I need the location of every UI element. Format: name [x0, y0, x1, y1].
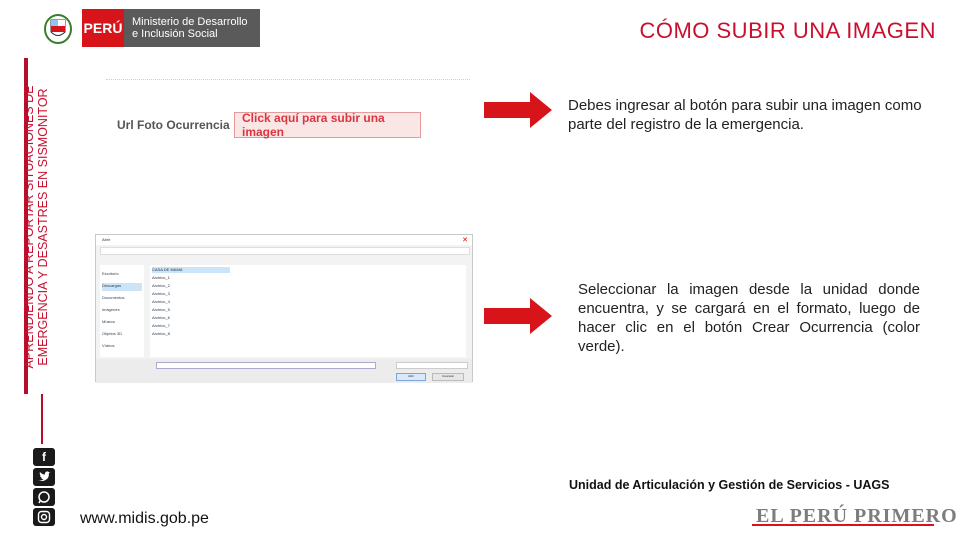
nav-item[interactable]: Vídeos — [102, 343, 115, 348]
nav-item[interactable]: Objetos 3D — [102, 331, 123, 336]
open-button-label: Abrir — [407, 374, 415, 378]
side-caption — [22, 62, 74, 392]
dialog-title: Abrir — [102, 237, 111, 242]
close-icon[interactable]: ✕ — [462, 237, 468, 244]
whatsapp-icon[interactable] — [33, 488, 55, 506]
file-item[interactable]: Archivo_8 — [152, 331, 170, 336]
arrow-right-icon — [484, 298, 552, 334]
nav-item[interactable]: Descargas — [102, 283, 142, 291]
unit-name: Unidad de Articulación y Gestión de Servicios - UAGS — [569, 478, 890, 492]
page-title: CÓMO SUBIR UNA IMAGEN — [639, 18, 936, 43]
instagram-icon[interactable] — [33, 508, 55, 526]
nav-item[interactable]: Escritorio — [102, 271, 119, 276]
filetype-select[interactable] — [396, 362, 468, 369]
file-item[interactable]: Archivo_6 — [152, 315, 170, 320]
file-item[interactable]: Archivo_3 — [152, 291, 170, 296]
side-caption-line-2: EMERGENCIA Y DESASTRES EN SISMONITOR — [36, 88, 50, 366]
side-caption-line-1: APRENDIENDO A REPORTAR SITUACIONES DE — [22, 85, 36, 369]
website-link[interactable]: www.midis.gob.pe — [80, 510, 209, 527]
side-divider — [41, 394, 43, 444]
dialog-toolbar — [100, 257, 470, 263]
twitter-icon[interactable] — [33, 468, 55, 486]
upload-image-button[interactable]: Click aquí para subir una imagen — [234, 112, 421, 138]
slogan-logo — [748, 498, 958, 527]
dialog-footer — [96, 359, 472, 383]
ministry-name — [124, 9, 260, 47]
file-item[interactable]: Archivo_2 — [152, 283, 170, 288]
filename-input[interactable] — [156, 362, 376, 369]
nav-item[interactable]: Música — [102, 319, 115, 324]
instruction-step-2: Seleccionar la imagen desde la unidad donde encuentra, y se cargará en el formato, luego de hacer clic en el botón Crear Ocurrencia (color verde). — [578, 281, 920, 355]
dialog-file-list — [150, 265, 466, 357]
cancel-button[interactable] — [432, 373, 464, 381]
instruction-step-1: Debes ingresar al botón para subir una imagen como parte del registro de la emergencia. — [568, 97, 922, 133]
file-item[interactable]: Archivo_1 — [152, 275, 170, 280]
file-open-dialog — [95, 234, 473, 382]
nav-item[interactable]: Imágenes — [102, 307, 120, 312]
dialog-address-bar[interactable] — [100, 247, 470, 255]
ministry-line-1: Ministerio de Desarrollo — [132, 16, 248, 28]
svg-text:EL PERÚ PRIMERO: EL PERÚ PRIMERO — [756, 505, 958, 527]
file-item[interactable]: CASA DE MAMA — [152, 267, 230, 273]
url-photo-label: Url Foto Ocurrencia — [117, 118, 230, 132]
dialog-titlebar — [96, 235, 472, 245]
cancel-button-label: Cancelar — [441, 374, 454, 378]
dialog-nav-pane — [100, 265, 144, 357]
arrow-right-icon — [484, 92, 552, 128]
ministry-logo — [40, 6, 260, 50]
file-item[interactable]: Archivo_7 — [152, 323, 170, 328]
coat-of-arms-icon — [40, 10, 76, 46]
file-item[interactable]: Archivo_5 — [152, 307, 170, 312]
peru-brand: PERÚ — [82, 9, 124, 47]
file-item[interactable]: Archivo_4 — [152, 299, 170, 304]
open-button[interactable] — [396, 373, 426, 381]
facebook-icon[interactable]: f — [33, 448, 55, 466]
form-divider — [106, 79, 470, 80]
ministry-line-2: e Inclusión Social — [132, 28, 218, 40]
nav-item[interactable]: Documentos — [102, 295, 125, 300]
